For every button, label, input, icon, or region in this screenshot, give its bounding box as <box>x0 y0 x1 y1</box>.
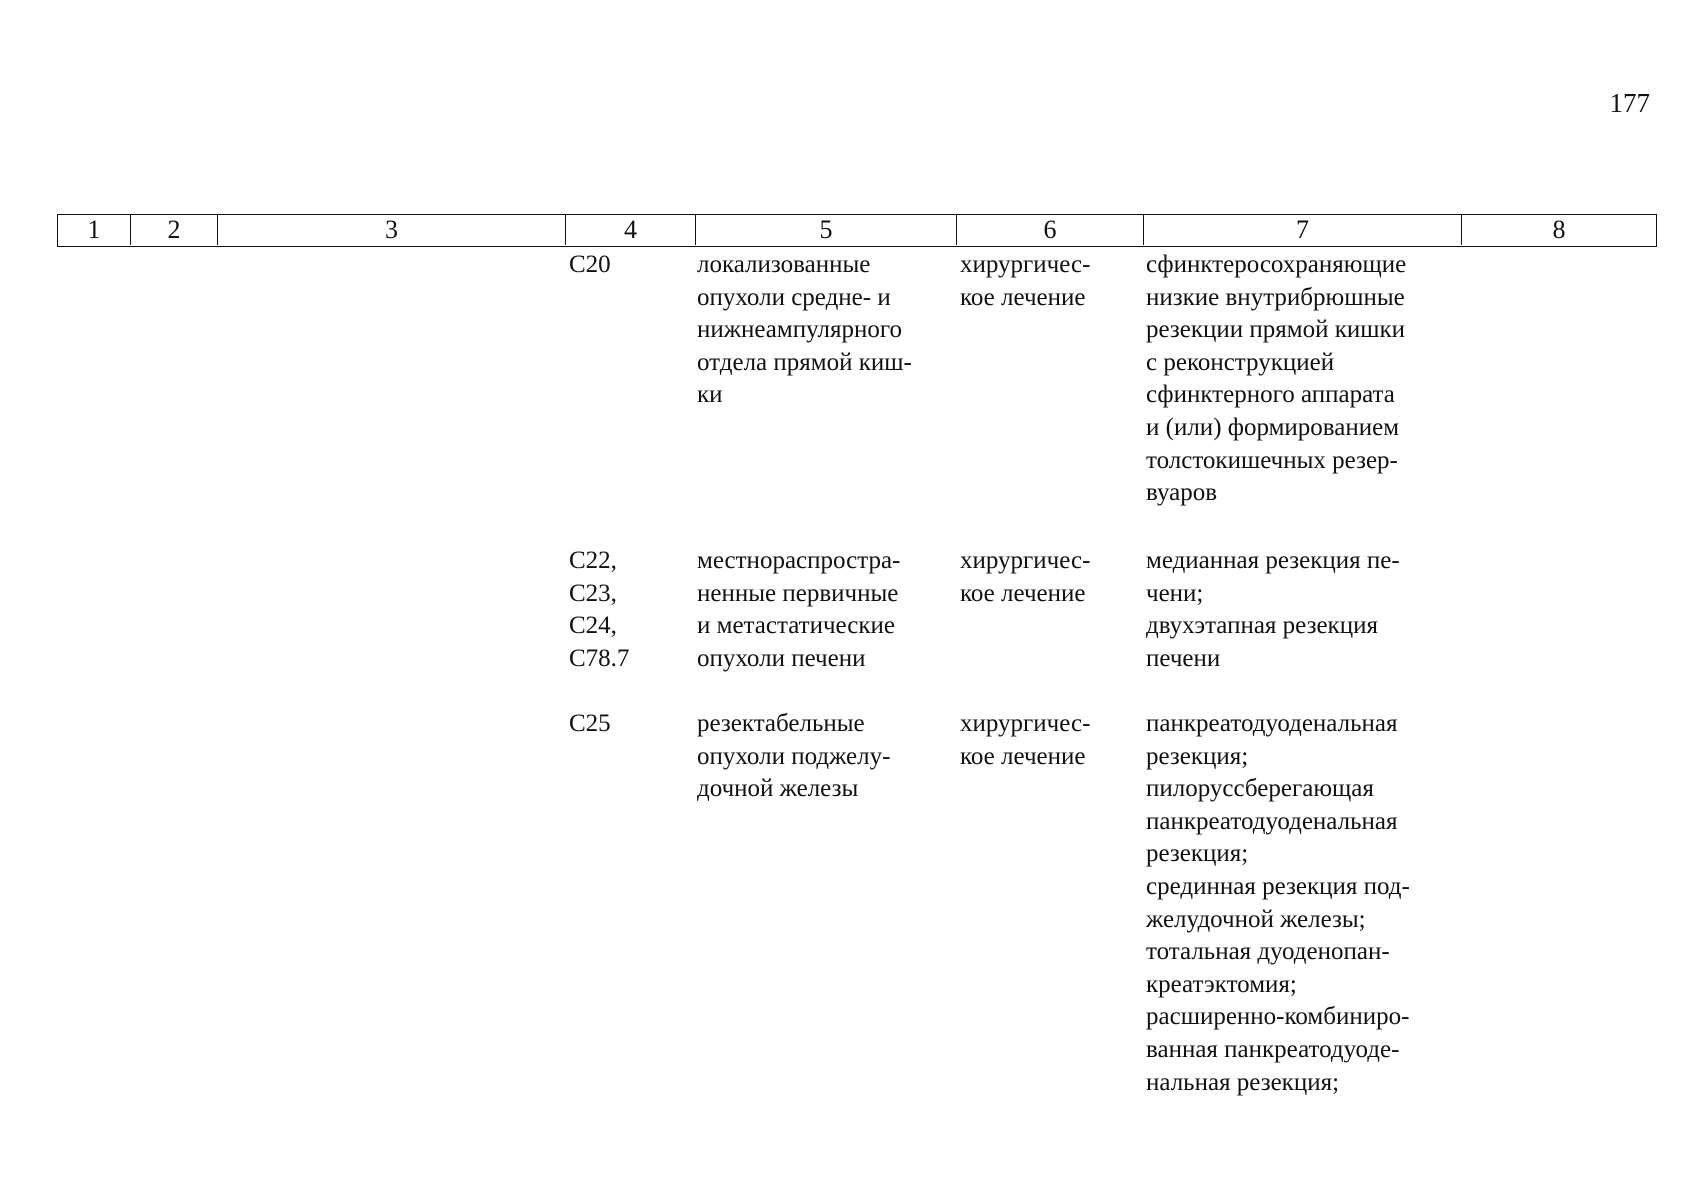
condition-line: и метастатические <box>697 612 895 640</box>
condition-line: дочной железы <box>697 775 859 803</box>
table-row-3-code <box>569 708 679 741</box>
page-number: 177 <box>1609 88 1650 118</box>
condition-line: ки <box>697 381 723 409</box>
method-line: и (или) формированием <box>1146 413 1400 441</box>
treatment-line: кое лечение <box>960 579 1086 607</box>
method-line: сфинктеросохраняющие <box>1146 251 1407 278</box>
condition-line: местнораспростра- <box>697 547 901 574</box>
method-line: желудочной железы; <box>1146 905 1366 933</box>
table-row-1-code <box>569 249 679 282</box>
method-line: низкие внутрибрюшные <box>1146 283 1405 311</box>
column-header-8: 8 <box>1461 215 1656 245</box>
method-line: печени <box>1146 644 1221 672</box>
table-row-2-treatment <box>960 545 1140 610</box>
method-line: тотальная дуоденопан- <box>1146 938 1390 966</box>
table-row-1-treatment <box>960 249 1140 314</box>
condition-line: опухоли средне- и <box>697 283 891 311</box>
treatment-line: кое лечение <box>960 742 1086 770</box>
method-line: расширенно-комбиниро- <box>1146 1003 1410 1031</box>
method-line: с реконструкцией <box>1146 348 1335 376</box>
treatment-line: кое лечение <box>960 283 1086 311</box>
method-line: креатэктомия; <box>1146 970 1297 998</box>
column-header-5: 5 <box>695 215 956 245</box>
table-row-2-method <box>1146 545 1456 675</box>
method-line: ванная панкреатодуоде- <box>1146 1035 1400 1063</box>
table-row-2-condition <box>697 545 947 675</box>
table-row-1-condition <box>697 249 947 412</box>
treatment-line: хирургичес- <box>960 710 1091 737</box>
table-row-3-method <box>1146 708 1456 1099</box>
treatment-line: хирургичес- <box>960 547 1091 574</box>
column-header-2: 2 <box>130 215 217 245</box>
method-line: панкреатодуоденальная <box>1146 807 1398 835</box>
method-line: резекция; <box>1146 840 1249 868</box>
method-line: пилоруссберегающая <box>1146 775 1374 803</box>
method-line: резекция; <box>1146 742 1249 770</box>
condition-line: ненные первичные <box>697 579 899 607</box>
code-line: C23, <box>569 579 617 607</box>
table-row-3-condition <box>697 708 947 806</box>
condition-line: отдела прямой киш- <box>697 348 912 376</box>
column-header-4: 4 <box>565 215 695 245</box>
method-line: сфинктерного аппарата <box>1146 381 1395 409</box>
method-line: вуаров <box>1146 479 1218 507</box>
method-line: двухэтапная резекция <box>1146 612 1378 640</box>
method-line: нальная резекция; <box>1146 1068 1340 1096</box>
code-line: C78.7 <box>569 644 630 672</box>
method-line: чени; <box>1146 579 1204 607</box>
table-row-3-treatment <box>960 708 1140 773</box>
code-line: C22, <box>569 547 617 574</box>
column-header-7: 7 <box>1143 215 1461 245</box>
table-header-row <box>57 214 1657 247</box>
condition-line: опухоли поджелу- <box>697 742 891 770</box>
method-line: медианная резекция пе- <box>1146 547 1400 574</box>
method-line: толстокишечных резер- <box>1146 446 1398 474</box>
condition-line: локализованные <box>697 251 871 278</box>
table-row-2-code <box>569 545 679 675</box>
method-line: резекции прямой кишки <box>1146 316 1406 344</box>
method-line: срединная резекция под- <box>1146 872 1410 900</box>
column-header-3: 3 <box>217 215 565 245</box>
method-line: панкреатодуоденальная <box>1146 710 1398 737</box>
condition-line: резектабельные <box>697 710 865 737</box>
table-row-1-method <box>1146 249 1456 510</box>
condition-line: опухоли печени <box>697 644 866 672</box>
code-line: C20 <box>569 251 611 278</box>
code-line: C25 <box>569 710 611 737</box>
condition-line: нижнеампулярного <box>697 316 902 344</box>
column-header-6: 6 <box>956 215 1143 245</box>
code-line: C24, <box>569 612 617 640</box>
column-header-1: 1 <box>87 215 101 244</box>
treatment-line: хирургичес- <box>960 251 1091 278</box>
